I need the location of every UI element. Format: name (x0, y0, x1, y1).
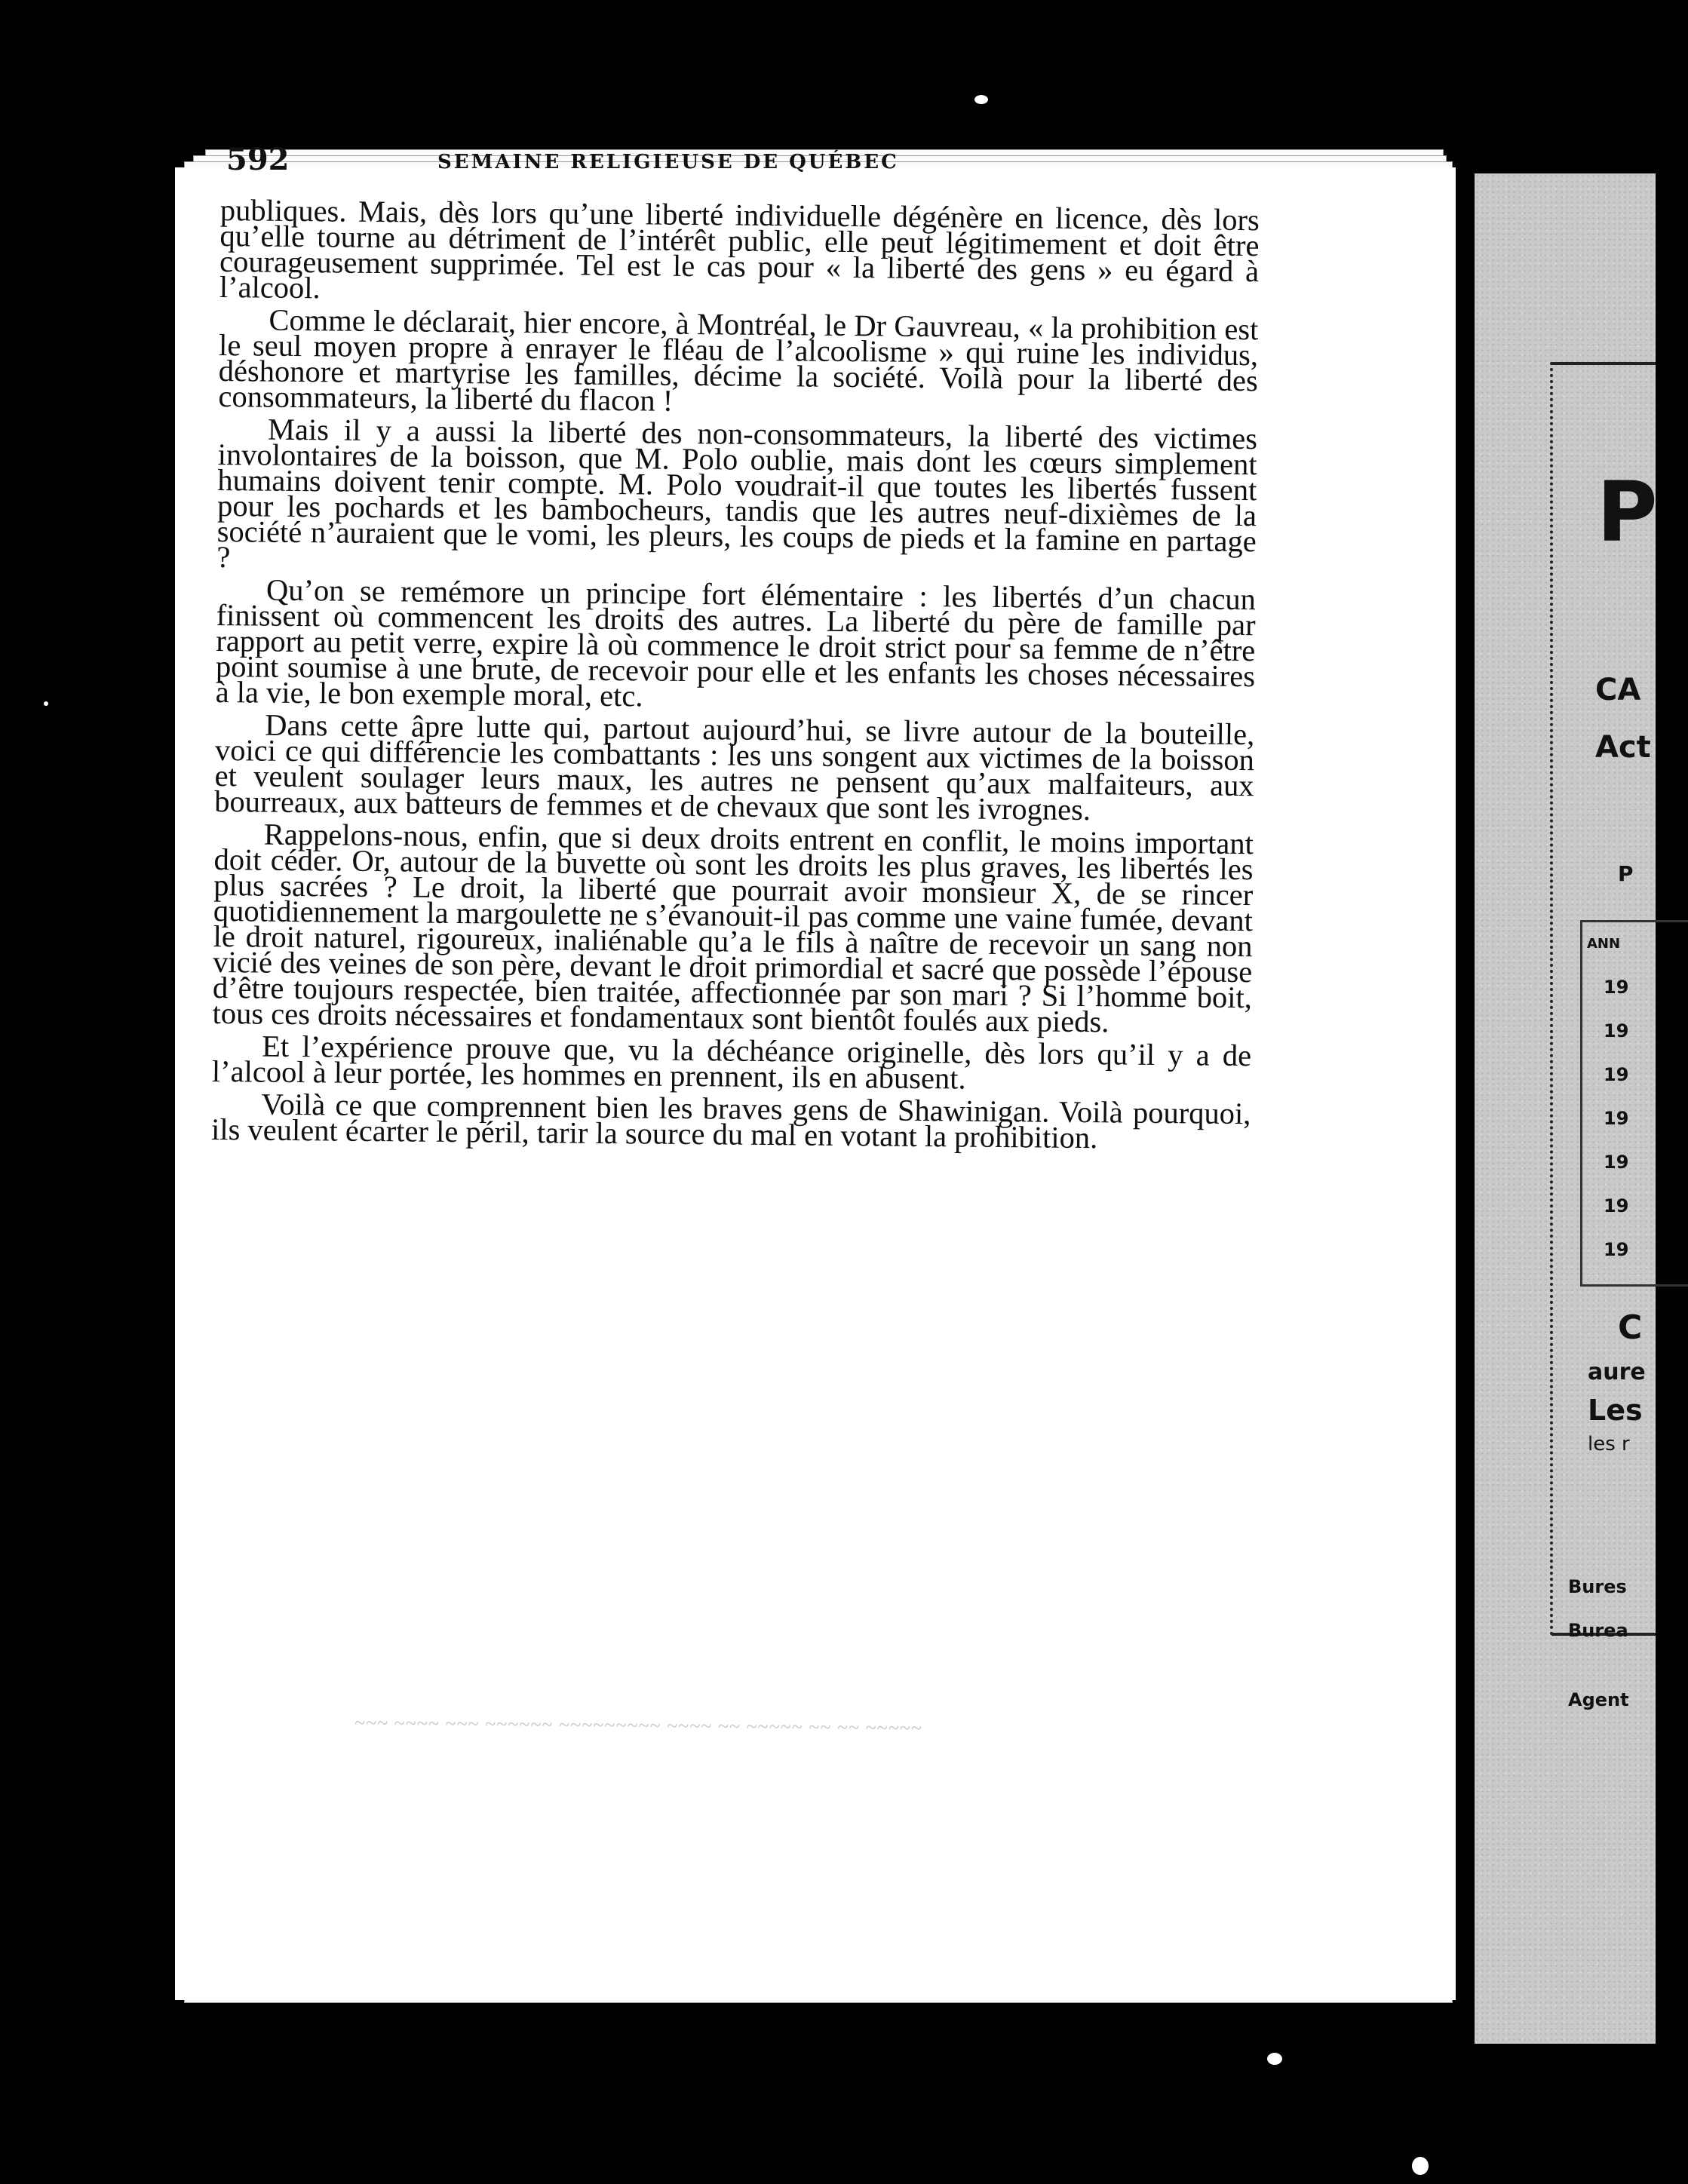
dust-speck (1267, 2053, 1282, 2065)
paragraph-1: publiques. Mais, dès lors qu’une liberté individuelle dégénère en licence, dès lors qu’elle tourne au détriment de l’intérêt public, elle peut légitimement et doit être courageusement supprimée. Tel est le cas pour « la liberté des gens » eu égard à l’alcool. (219, 193, 1260, 305)
paragraph-3: Mais il y a aussi la liberté des non-consommateurs, la liberté des victimes involontaires de la boisson, que M. Polo oublie, mais dont les cœurs simplement humains doivent tenir compte. M. Polo voudrait-il que toutes les libertés fussent pour les pochards et les bambocheurs, tandis que les autres neuf-dixièmes de la société n’auraient que le vomi, les pleurs, les coups de pieds et la famine en partage ? (216, 412, 1258, 575)
paragraph-2: Comme le déclarait, hier encore, à Montréal, le Dr Gauvreau, « la prohibition est le seul moyen propre à enrayer le fléau de l’alcoolisme » qui ruine les individus, déshonore et martyrise les familles, décime la société. Voilà pour la liberté des consommateurs, la liberté du flacon ! (218, 302, 1259, 418)
adjacent-line-bures-2: Burea (1568, 1620, 1628, 1641)
adjacent-table-row: 19 (1604, 1239, 1629, 1260)
adjacent-table (1580, 920, 1688, 1287)
bleed-through-text: ~~~ ~~~~ ~~~ ~~~~~~ ~~~~~~~~~ ~~~~ ~~ ~~~~~ ~~ ~~ ~~~~~ (354, 1711, 923, 1739)
paragraph-5: Dans cette âpre lutte qui, partout aujourd’hui, se livre autour de la bouteille, voici ce qui différencie les combattants : les uns songent aux victimes de la boisson et veulent soulager leurs maux, les autres ne pensent qu’aux malfaiteurs, aux bourreaux, aux batteurs de femmes et de chevaux que sont les ivrognes. (214, 707, 1255, 827)
paragraph-4: Qu’on se remémore un principe fort élémentaire : les libertés d’un chacun finissent où commencent les droits des autres. La liberté du père de famille par rapport au petit verre, expire là où commence le droit strict pour sa femme de n’être point soumise à une brute, de recevoir pour elle et les enfants les choses nécessaires à la vie, le bon exemple moral, etc. (215, 572, 1257, 713)
adjacent-line-les-r: les r (1588, 1433, 1630, 1455)
adjacent-table-row: 19 (1604, 1020, 1629, 1041)
paragraph-8: Voilà ce que comprennent bien les braves gens de Shawinigan. Voilà pourquoi, ils veulent écarter le péril, tarir la source du mal en votant la prohibition. (210, 1087, 1251, 1155)
adjacent-table-row: 19 (1604, 1064, 1629, 1085)
adjacent-line-aure: aure (1588, 1359, 1646, 1385)
ornamental-border-left (1550, 362, 1559, 1636)
adjacent-line-ca: CA (1595, 673, 1641, 707)
adjacent-line-agent: Agent (1568, 1689, 1629, 1710)
page-number: 592 (226, 142, 290, 177)
paragraph-7: Et l’expérience prouve que, vu la déchéance originelle, dès lors qu’il y a de l’alcool à leur portée, les hommes en prennent, ils en abusent. (211, 1029, 1252, 1096)
adjacent-table-row: 19 (1604, 1108, 1629, 1129)
adjacent-table-header: ANN (1587, 936, 1621, 952)
ornamental-border-top (1551, 362, 1656, 373)
running-title: SEMAINE RELIGIEUSE DE QUÉBEC (437, 151, 899, 173)
dust-speck (974, 95, 988, 104)
dust-speck (1412, 2157, 1429, 2175)
paragraph-6: Rappelons-nous, enfin, que si deux droits entrent en conflit, le moins important doit céder. Or, autour de la buvette où sont les droits les plus graves, les libertés les plus sacrées ? Le droit, la liberté que pourrait avoir monsieur X, de se rincer quotidiennement la margoulette ne s’évanouit-il pas comme une vaine fumée, devant le droit naturel, rigoureux, inaliénable qu’a le fils à naître de recevoir un sang non vicié des veines de son père, devant le droit primordial et sacré que possède l’épouse d’être toujours respectée, bien traitée, affectionnée par son mari ? Si l’homme boit, tous ces droits nécessaires et fondamentaux sont bientôt foulés aux pieds. (212, 817, 1254, 1039)
adjacent-table-row: 19 (1604, 1195, 1629, 1216)
adjacent-line-p: P (1618, 861, 1634, 886)
adjacent-line-act: Act (1595, 730, 1651, 765)
article-body (210, 193, 1260, 1159)
adjacent-table-row: 19 (1604, 977, 1629, 998)
adjacent-page (1475, 173, 1656, 2044)
page-header (226, 142, 1282, 187)
adjacent-line-c: C (1618, 1308, 1643, 1347)
adjacent-line-bures-1: Bures (1568, 1576, 1627, 1597)
adjacent-table-row: 19 (1604, 1152, 1629, 1173)
adjacent-big-letter: P (1597, 464, 1658, 560)
dust-speck (44, 701, 48, 706)
adjacent-line-les: Les (1588, 1394, 1643, 1427)
